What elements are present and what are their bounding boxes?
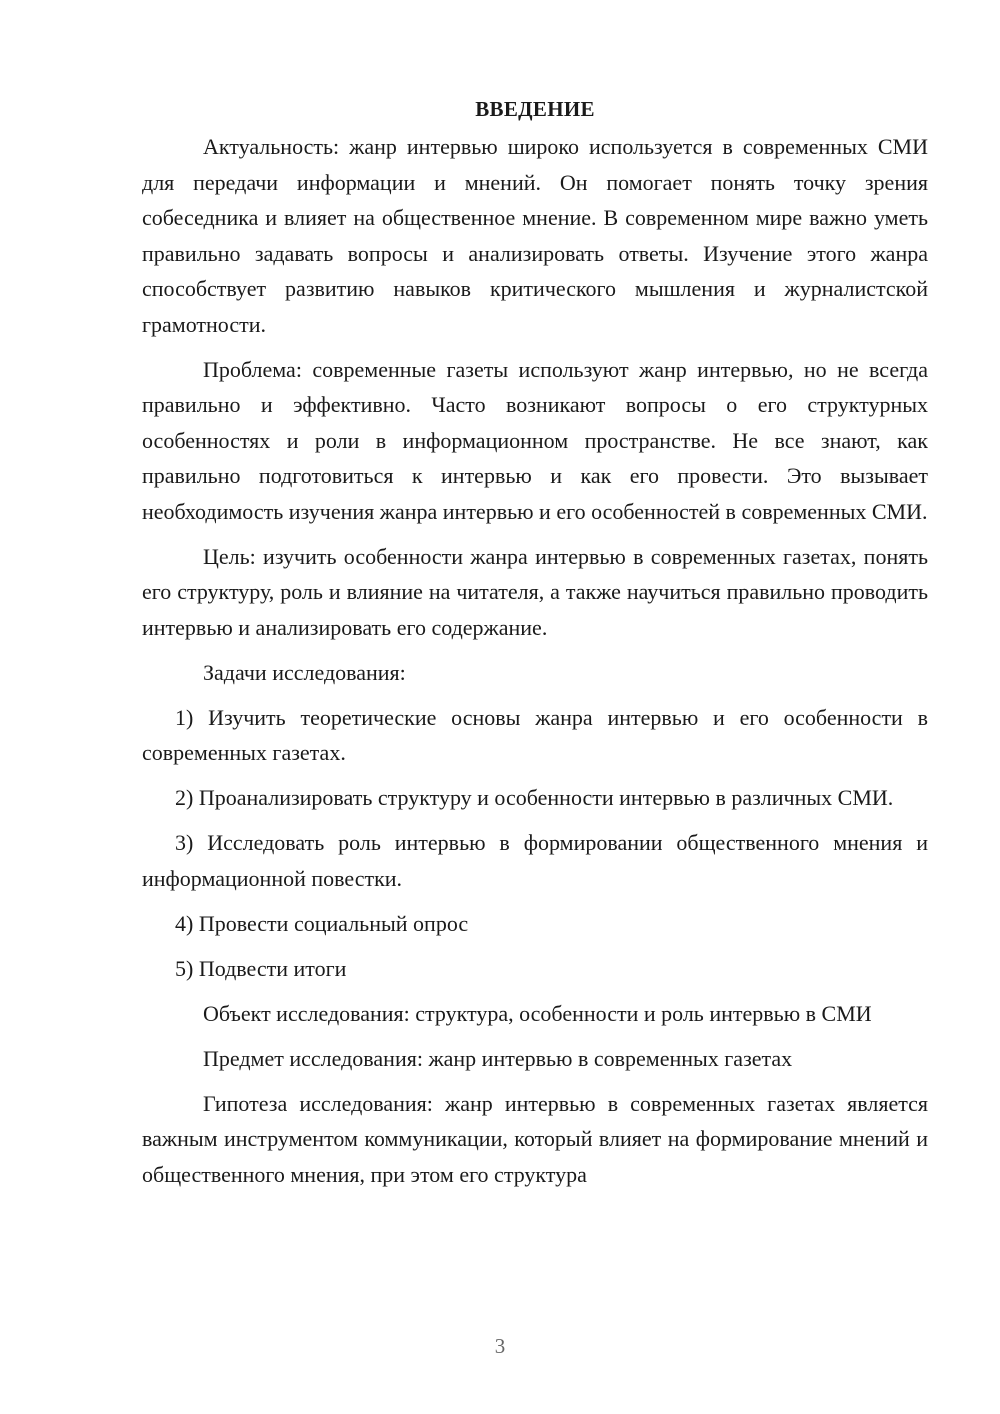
paragraph-tasks-heading: Задачи исследования:: [203, 659, 406, 685]
list-item: 5) Подвести итоги: [175, 955, 347, 981]
paragraph-relevance: Актуальность: жанр интервью широко используется в современных СМИ для передачи информации и мнений. Он помогает понять точку зрения собеседника и влияет на общественное мнение. В современном мире важно уметь правильно задавать вопросы и анализировать ответы. Изучение этого жанра способствует развитию навыков критического мышления и журналистской грамотности.: [142, 134, 928, 337]
list-item: 2) Проанализировать структуру и особенности интервью в различных СМИ.: [175, 785, 894, 810]
page-title: ВВЕДЕНИЕ: [475, 97, 595, 121]
paragraph-subject: Предмет исследования: жанр интервью в современных газетах: [203, 1045, 793, 1071]
paragraph-object: Объект исследования: структура, особенности и роль интервью в СМИ: [203, 1000, 872, 1026]
paragraph-goal: Цель: изучить особенности жанра интервью в современных газетах, понять его структуру, роль и влияние на читателя, а также научиться правильно проводить интервью и анализировать его содержание.: [142, 543, 928, 640]
list-item: 1) Изучить теоретические основы жанра интервью и его особенности в современных газетах.: [142, 704, 928, 765]
paragraph-problem: Проблема: современные газеты используют жанр интервью, но не всегда правильно и эффективно. Часто возникают вопросы о его структурных особенностях и роли в информационном пространстве. Не все знают, как правильно подготовиться к интервью и как его провести. Это вызывает необходимость изучения жанра интервью и его особенностей в современных СМИ.: [142, 356, 928, 524]
list-item: 3) Исследовать роль интервью в формировании общественного мнения и информационной повестки.: [142, 830, 928, 891]
page-number: 3: [494, 1334, 506, 1358]
list-item: 4) Провести социальный опрос: [175, 910, 469, 936]
paragraph-hypothesis: Гипотеза исследования: жанр интервью в современных газетах является важным инструментом коммуникации, который влияет на формирование мнений и общественного мнения, при этом его структура: [142, 1090, 928, 1187]
document-page: [142, 92, 928, 1202]
